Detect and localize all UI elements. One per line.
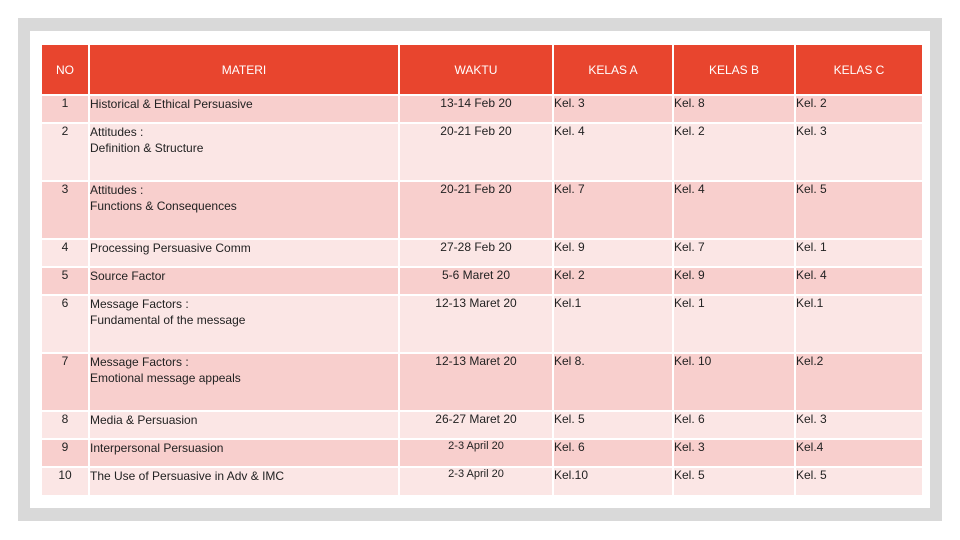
kelas-c-cell: Kel. 3 [795,123,923,181]
row-number-text: 3 [61,182,69,196]
row-number-text: 9 [61,440,69,454]
kelas-a-cell: Kel. 3 [553,95,673,123]
kelas-b-cell: Kel. 4 [673,181,795,239]
kelas-a-cell: Kel. 6 [553,439,673,467]
materi-line: Message Factors : [90,297,189,311]
header-kelas-a: KELAS A [553,44,673,95]
row-number [41,123,89,181]
kelas-b-cell: Kel. 2 [673,123,795,181]
row-number [41,239,89,267]
materi-line: The Use of Persuasive in Adv & IMC [90,469,285,483]
kelas-a-cell: Kel. 9 [553,239,673,267]
kelas-c-cell: Kel. 1 [795,239,923,267]
slide [30,31,930,508]
materi-line: Emotional message appeals [90,371,241,385]
kelas-c-cell: Kel.2 [795,353,923,411]
schedule-table [40,43,924,497]
table-row [41,439,923,467]
row-number-text: 7 [61,354,69,368]
kelas-c-cell: Kel. 2 [795,95,923,123]
kelas-c-cell: Kel. 4 [795,267,923,295]
row-number [41,181,89,239]
kelas-a-cell: Kel. 5 [553,411,673,439]
kelas-b-cell: Kel. 5 [673,467,795,496]
waktu-cell: 20-21 Feb 20 [399,123,553,181]
kelas-b-cell: Kel. 10 [673,353,795,411]
row-number [41,95,89,123]
kelas-a-cell: Kel. 4 [553,123,673,181]
kelas-c-cell: Kel. 5 [795,467,923,496]
materi-cell [89,181,399,239]
row-number [41,295,89,353]
row-number [41,353,89,411]
row-number [41,411,89,439]
row-number-text: 8 [61,412,69,426]
row-number-text: 4 [61,240,69,254]
table-row [41,123,923,181]
materi-line: Processing Persuasive Comm [90,241,251,255]
materi-cell [89,95,399,123]
kelas-b-cell: Kel. 6 [673,411,795,439]
kelas-c-cell: Kel. 3 [795,411,923,439]
kelas-b-cell: Kel. 7 [673,239,795,267]
row-number [41,267,89,295]
materi-cell [89,123,399,181]
slide-frame [18,18,942,521]
materi-line: Attitudes : [90,125,144,139]
header-kelas-c: KELAS C [795,44,923,95]
kelas-a-cell: Kel 8. [553,353,673,411]
table-row [41,411,923,439]
kelas-a-cell: Kel.10 [553,467,673,496]
materi-line: Fundamental of the message [90,313,246,327]
materi-line: Interpersonal Persuasion [90,441,224,455]
header-materi: MATERI [89,44,399,95]
materi-cell [89,239,399,267]
header-no: NO [41,44,89,95]
kelas-a-cell: Kel.1 [553,295,673,353]
table-row [41,353,923,411]
materi-cell [89,439,399,467]
kelas-a-cell: Kel. 7 [553,181,673,239]
materi-cell [89,467,399,496]
waktu-cell: 12-13 Maret 20 [399,353,553,411]
kelas-b-cell: Kel. 1 [673,295,795,353]
kelas-a-cell: Kel. 2 [553,267,673,295]
waktu-cell: 26-27 Maret 20 [399,411,553,439]
waktu-cell: 13-14 Feb 20 [399,95,553,123]
row-number-text: 2 [61,124,69,138]
materi-line: Historical & Ethical Persuasive [90,97,253,111]
materi-line: Attitudes : [90,183,144,197]
materi-line: Message Factors : [90,355,189,369]
table-row [41,239,923,267]
row-number-text: 10 [58,468,72,482]
table-row [41,95,923,123]
materi-cell [89,353,399,411]
waktu-cell: 5-6 Maret 20 [399,267,553,295]
kelas-c-cell: Kel.1 [795,295,923,353]
table-row [41,467,923,496]
waktu-cell: 27-28 Feb 20 [399,239,553,267]
table-row [41,181,923,239]
materi-line: Definition & Structure [90,141,204,155]
row-number-text: 1 [61,96,69,110]
kelas-c-cell: Kel. 5 [795,181,923,239]
table-row [41,267,923,295]
row-number [41,467,89,496]
table-header-row [41,44,923,95]
kelas-b-cell: Kel. 9 [673,267,795,295]
materi-cell [89,411,399,439]
row-number-text: 6 [61,296,69,310]
header-kelas-b: KELAS B [673,44,795,95]
table-row [41,295,923,353]
kelas-c-cell: Kel.4 [795,439,923,467]
materi-line: Media & Persuasion [90,413,198,427]
materi-line: Functions & Consequences [90,199,237,213]
kelas-b-cell: Kel. 3 [673,439,795,467]
waktu-cell: 20-21 Feb 20 [399,181,553,239]
materi-line: Source Factor [90,269,166,283]
waktu-cell: 2-3 April 20 [399,439,553,467]
waktu-cell: 2-3 April 20 [399,467,553,496]
row-number [41,439,89,467]
materi-cell [89,295,399,353]
waktu-cell: 12-13 Maret 20 [399,295,553,353]
header-waktu: WAKTU [399,44,553,95]
materi-cell [89,267,399,295]
row-number-text: 5 [61,268,69,282]
kelas-b-cell: Kel. 8 [673,95,795,123]
